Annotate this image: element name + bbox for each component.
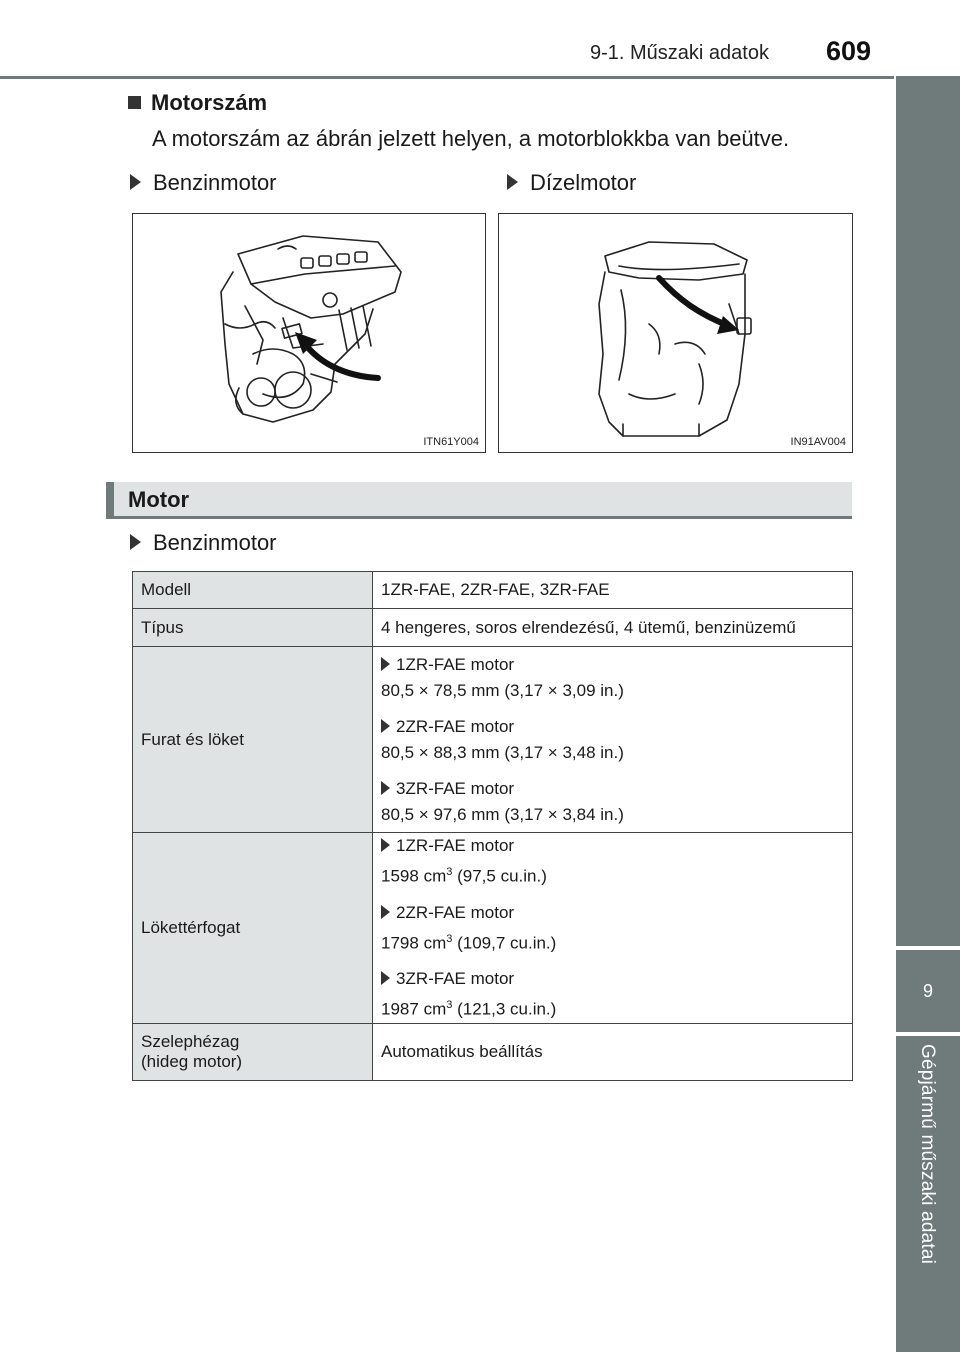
bore-stroke-value: 80,5 × 78,5 mm (3,17 × 3,09 in.)	[381, 680, 624, 700]
petrol-engine-figure	[132, 213, 486, 453]
table-key-cell: Furat és löket	[133, 647, 373, 833]
unit-exponent: 3	[446, 866, 453, 878]
page-number: 609	[826, 36, 872, 66]
triangle-arrow-icon	[507, 174, 518, 190]
chapter-label: Gépjármű műszaki adatai	[917, 1044, 938, 1265]
triangle-arrow-icon	[130, 174, 141, 190]
displacement-value: 1598	[381, 866, 419, 886]
section-band	[106, 482, 852, 519]
side-tab-bar	[896, 76, 960, 946]
table-row	[133, 833, 853, 1024]
table-row	[133, 572, 853, 609]
triangle-arrow-icon	[381, 971, 390, 985]
list-item	[381, 900, 844, 957]
header-rule	[0, 76, 894, 79]
triangle-arrow-icon	[381, 781, 390, 795]
list-item	[381, 652, 844, 704]
table-key-cell: Modell	[133, 572, 373, 609]
list-item	[381, 714, 844, 766]
table-value-cell	[373, 833, 853, 1024]
engine-variant-name: 3ZR-FAE motor	[396, 778, 515, 798]
table-row	[133, 647, 853, 833]
table-value-cell: 1ZR-FAE, 2ZR-FAE, 3ZR-FAE	[373, 572, 853, 609]
diesel-engine-figure	[498, 213, 853, 453]
figure-label-petrol	[130, 170, 277, 196]
displacement-imperial: (121,3 cu.in.)	[457, 999, 557, 1019]
engine-variant-name: 1ZR-FAE motor	[396, 654, 515, 674]
sub-heading-petrol	[130, 530, 277, 556]
displacement-value: 1798	[381, 933, 419, 953]
triangle-arrow-icon	[381, 838, 390, 852]
figure-label-petrol-text: Benzinmotor	[153, 170, 277, 195]
engine-variant-name: 3ZR-FAE motor	[396, 969, 515, 989]
displacement-imperial: (97,5 cu.in.)	[457, 866, 547, 886]
displacement-value: 1987	[381, 999, 419, 1019]
displacement-imperial: (109,7 cu.in.)	[457, 933, 557, 953]
section-description: A motorszám az ábrán jelzett helyen, a motorblokkba van beütve.	[152, 126, 790, 151]
triangle-arrow-icon	[130, 534, 141, 550]
figure-label-diesel	[507, 170, 636, 196]
section-heading-text: Motorszám	[151, 90, 268, 115]
chapter-label-tab[interactable]	[896, 1036, 960, 1352]
engine-variant-name: 1ZR-FAE motor	[396, 836, 515, 855]
section-band-title: Motor	[128, 487, 190, 512]
table-key-cell	[133, 1023, 373, 1080]
table-value-cell: Automatikus beállítás	[373, 1023, 853, 1080]
bore-stroke-value: 80,5 × 97,6 mm (3,17 × 3,84 in.)	[381, 804, 624, 824]
chapter-number-tab[interactable]	[896, 950, 960, 1032]
bore-stroke-value: 80,5 × 88,3 mm (3,17 × 3,48 in.)	[381, 742, 624, 762]
list-item	[381, 833, 844, 890]
displacement-unit: cm	[423, 933, 447, 953]
diesel-engine-illustration	[499, 214, 852, 452]
header-section-title: 9-1. Műszaki adatok	[590, 42, 769, 64]
sub-heading-petrol-text: Benzinmotor	[153, 530, 277, 555]
chapter-number: 9	[922, 980, 933, 1001]
list-item	[381, 966, 844, 1023]
figure-code-petrol: ITN61Y004	[423, 436, 479, 448]
figure-code-diesel: IN91AV004	[790, 436, 846, 448]
square-bullet-icon	[128, 96, 141, 109]
valve-clearance-condition: (hideg motor)	[141, 1051, 243, 1071]
engine-variant-name: 2ZR-FAE motor	[396, 716, 515, 736]
table-row	[133, 1023, 853, 1080]
list-item	[381, 776, 844, 828]
displacement-unit: cm	[423, 866, 447, 886]
unit-exponent: 3	[446, 932, 453, 945]
petrol-engine-illustration	[133, 214, 485, 452]
unit-exponent: 3	[446, 999, 453, 1012]
section-heading	[128, 90, 267, 116]
triangle-arrow-icon	[381, 657, 390, 671]
table-value-cell	[373, 647, 853, 833]
triangle-arrow-icon	[381, 905, 390, 919]
engine-variant-name: 2ZR-FAE motor	[396, 902, 515, 922]
table-key-cell: Lökettérfogat	[133, 833, 373, 1024]
table-value-cell: 4 hengeres, soros elrendezésű, 4 ütemű, benzinüzemű	[373, 609, 853, 647]
figure-label-diesel-text: Dízelmotor	[530, 170, 637, 195]
engine-spec-table	[132, 571, 853, 1081]
table-key-cell: Típus	[133, 609, 373, 647]
triangle-arrow-icon	[381, 719, 390, 733]
table-row	[133, 609, 853, 647]
valve-clearance-label: Szelephézag	[141, 1031, 240, 1051]
section-band-accent	[106, 482, 114, 519]
displacement-unit: cm	[423, 999, 447, 1019]
